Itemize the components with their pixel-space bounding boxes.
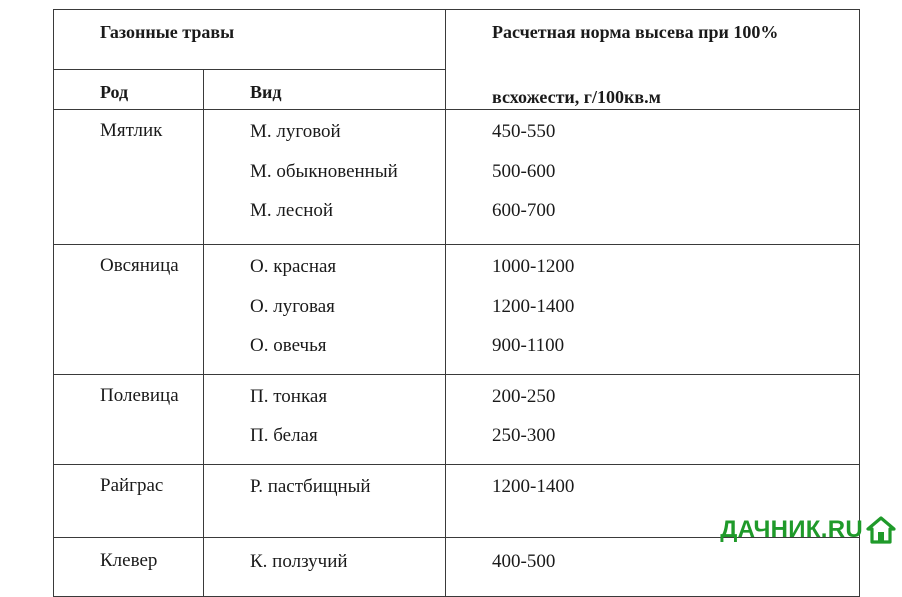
norm-cell [446, 537, 860, 596]
species-name: М. лесной [250, 200, 334, 221]
norm-value: 200-250 [492, 385, 556, 407]
norm-value: 1200-1400 [492, 295, 575, 317]
species-name: О. луговая [250, 295, 335, 317]
logo-text: ДАЧНИК.RU [720, 516, 863, 543]
species-cell [204, 537, 446, 596]
norm-value: 400-500 [492, 550, 556, 572]
seeding-rate-table-container [53, 9, 859, 572]
genus-cell: Полевица [54, 374, 204, 464]
species-name: О. красная [250, 256, 337, 277]
species-cell [204, 374, 446, 464]
genus-cell: Овсяница [54, 245, 204, 375]
species-cell [204, 464, 446, 537]
site-logo[interactable] [720, 516, 896, 544]
norm-cell [446, 110, 860, 245]
genus-cell: Райграс [54, 464, 204, 537]
species-cell [204, 110, 446, 245]
norm-value: 500-600 [492, 160, 556, 182]
species-name: Р. пастбищный [250, 475, 371, 497]
norm-cell [446, 245, 860, 375]
header-seeding-rate-line1: Расчетная норма высева при 100% [492, 22, 779, 42]
header-seeding-rate-line2: всхожести, г/100кв.м [492, 87, 661, 107]
norm-value: 600-700 [492, 200, 556, 221]
header-species: Вид [204, 70, 446, 110]
table-row-group [54, 245, 860, 375]
species-name: М. обыкновенный [250, 160, 398, 182]
genus-cell: Мятлик [54, 110, 204, 245]
norm-value: 250-300 [492, 425, 556, 446]
norm-value: 900-1100 [492, 335, 565, 356]
table-row-group [54, 374, 860, 464]
species-name: О. овечья [250, 335, 327, 356]
species-name: М. луговой [250, 121, 341, 142]
table-row-group [54, 110, 860, 245]
species-name: П. тонкая [250, 385, 328, 407]
header-lawn-grasses: Газонные травы [54, 10, 446, 70]
norm-cell [446, 374, 860, 464]
species-cell [204, 245, 446, 375]
norm-value: 1200-1400 [492, 475, 575, 497]
house-icon [866, 516, 896, 544]
norm-value: 450-550 [492, 121, 556, 142]
header-genus: Род [54, 70, 204, 110]
species-name: П. белая [250, 425, 318, 446]
table-row-group [54, 537, 860, 596]
seeding-rate-table [53, 9, 860, 597]
genus-cell: Клевер [54, 537, 204, 596]
species-name: К. ползучий [250, 550, 348, 572]
header-seeding-rate [446, 10, 860, 110]
norm-value: 1000-1200 [492, 256, 575, 277]
